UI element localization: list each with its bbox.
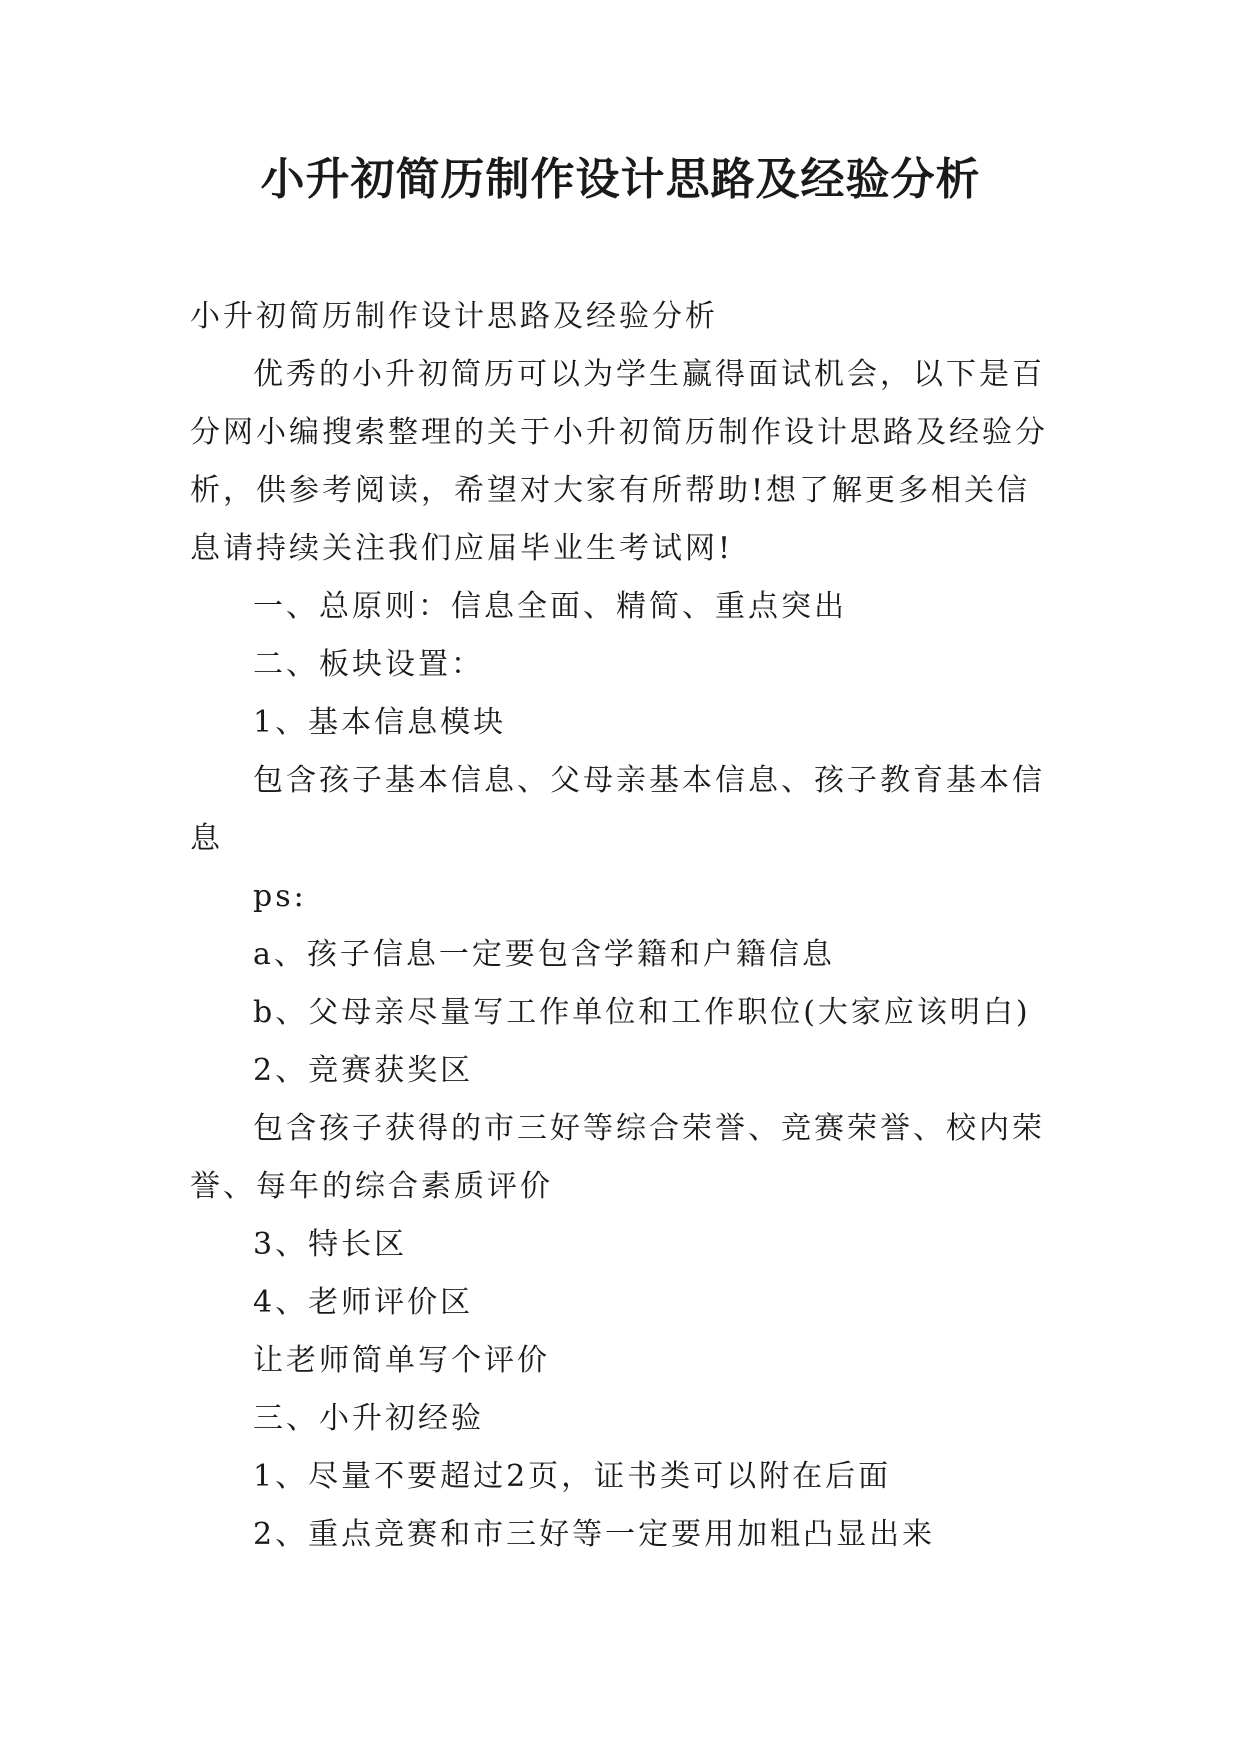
paragraph-ps: ps:: [253, 879, 307, 914]
paragraph-sections: 二、板块设置：: [253, 647, 484, 682]
paragraph-experience: 三、小升初经验: [253, 1401, 484, 1436]
paragraph-ps-a: a、孩子信息一定要包含学籍和户籍信息: [253, 937, 835, 972]
paragraph-heading: 小升初简历制作设计思路及经验分析: [190, 299, 718, 334]
paragraph-basic-info-desc: 包含孩子基本信息、父母亲基本信息、孩子教育基本信息: [190, 763, 1045, 856]
paragraph-intro: 优秀的小升初简历可以为学生赢得面试机会，以下是百分网小编搜索整理的关于小升初简历制作设计思路及经验分析，供参考阅读，希望对大家有所帮助!想了解更多相关信息请持续关注我们应届毕业生考试网!: [190, 357, 1048, 566]
paragraph-basic-info: 1、基本信息模块: [253, 705, 507, 740]
paragraph-awards-desc: 包含孩子获得的市三好等综合荣誉、竞赛荣誉、校内荣誉、每年的综合素质评价: [190, 1111, 1045, 1204]
document-body: [190, 288, 1056, 1564]
paragraph-teacher-eval: 4、老师评价区: [253, 1285, 474, 1320]
paragraph-experience-2: 2、重点竞赛和市三好等一定要用加粗凸显出来: [253, 1517, 936, 1552]
paragraph-specialty: 3、特长区: [253, 1227, 408, 1262]
paragraph-ps-b: b、父母亲尽量写工作单位和工作职位(大家应该明白): [253, 995, 1031, 1030]
paragraph-teacher-eval-desc: 让老师简单写个评价: [253, 1343, 550, 1378]
paragraph-awards: 2、竞赛获奖区: [253, 1053, 474, 1088]
paragraph-experience-1: 1、尽量不要超过2页，证书类可以附在后面: [253, 1459, 892, 1494]
paragraph-principle: 一、总原则：信息全面、精简、重点突出: [253, 589, 847, 624]
document-title: 小升初简历制作设计思路及经验分析: [260, 154, 981, 205]
